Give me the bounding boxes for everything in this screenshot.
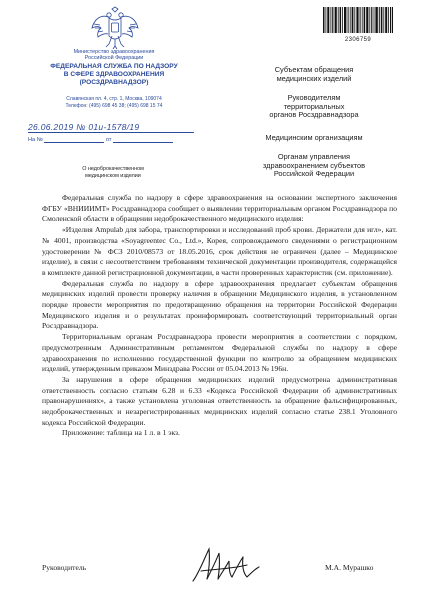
signer-position: Руководитель	[42, 563, 87, 572]
body-paragraph-5: За нарушения в сфере обращения медицинских изделий предусмотрена административная ответственность согласно статьям 6.28 и 6.33 «Кодекса Российской Федерации об административных правонарушениях», а также установлена уголовная ответственность за обращение фальсифицированных, недоброкачественных и незарегистрированных медицинских изделий согласно статье 238.1 Уголовного кодекса Российской Федерации.	[42, 374, 397, 427]
state-emblem-icon	[90, 6, 140, 50]
addressee-1-line-2: медицинских изделий	[276, 73, 352, 83]
addressee-block-3	[244, 134, 384, 143]
subject-line-2: медицинском изделии	[85, 172, 141, 179]
body-paragraph-1: Федеральная служба по надзору в сфере здравоохранения на основании экспертного заключения ФГБУ «ВНИИИМТ» Росздравнадзора сообщает о выявлении территориальным органом Росздравнадзора по Смоленской области в обращении недоброкачественного медицинского изделия:	[42, 193, 397, 224]
addressee-4-line-2: здравоохранением субъектов	[262, 160, 366, 170]
addressee-block-2	[244, 94, 384, 120]
ref-number-blank	[44, 142, 104, 143]
attachment-note: Приложение: таблица на 1 л. в 1 экз.	[62, 428, 180, 438]
ministry-name	[18, 49, 210, 62]
registration-line	[28, 132, 194, 133]
letter-subject	[48, 166, 178, 180]
ministry-line-2: Российской Федерации	[84, 55, 144, 62]
addressee-2-line-1: Руководителям	[287, 93, 341, 102]
service-name	[18, 63, 210, 87]
barcode-icon	[323, 7, 393, 33]
ref-prefix: На №	[28, 137, 43, 143]
address-line-1: Славянская пл. 4, стр. 1, Москва, 109074	[66, 96, 162, 102]
service-line-1: ФЕДЕРАЛЬНАЯ СЛУЖБА ПО НАДЗОРУ	[50, 63, 178, 70]
sender-address	[18, 96, 210, 109]
addressee-4-line-1: Органам управления	[277, 152, 351, 161]
body-paragraph-3: Федеральная служба по надзору в сфере здравоохранения предлагает субъектам обращения медицинских изделий провести проверку наличия в обращении Медицинского изделия, в установленном порядке провести мероприятия по предотвращению обращения на территории Российской Федерации Медицинского изделия и о результатах проинформировать соответствующий территориальный орган Росздравнадзора.	[42, 278, 397, 331]
addressee-4-line-3: Российской Федерации	[273, 169, 355, 179]
addressee-1-line-1: Субъектам обращения	[274, 65, 354, 74]
date-and-outgoing-number: 26.06.2019 № 01и-1578/19	[28, 122, 140, 132]
ref-from: от	[105, 137, 112, 143]
addressee-block-1	[244, 66, 384, 83]
letter-body	[42, 193, 397, 439]
address-line-2: Телефон: (495) 698 45 38; (495) 698 15 74	[65, 102, 163, 109]
ref-date-blank	[113, 142, 173, 143]
service-line-2: В СФЕРЕ ЗДРАВООХРАНЕНИЯ	[63, 71, 165, 78]
signer-name: М.А. Мурашко	[325, 563, 374, 572]
addressee-block-4	[244, 153, 384, 179]
subject-line-1: О недоброкачественном	[82, 166, 144, 172]
handwritten-signature-icon	[185, 543, 265, 588]
reference-line	[28, 137, 173, 143]
body-paragraph-4: Территориальным органам Росздравнадзора провести мероприятия в соответствии с порядком, предусмотренным Административным регламентом Федеральной службы по надзору в сфере здравоохранения по исполнению государственной функции по контролю за обращением медицинских изделий, утвержденным приказом Минздрава России от 05.04.2013 № 196н.	[42, 332, 397, 374]
addressee-2-line-3: органов Росздравнадзора	[269, 110, 359, 120]
service-line-3: (РОСЗДРАВНАДЗОР)	[79, 79, 149, 86]
barcode-number: 2306759	[344, 37, 372, 43]
body-paragraph-2: «Изделия Ampulab для забора, транспортировки и исследований проб крови. Держатели для игл», кат. № 4001, производства «Soyagreentec Co., Ltd.», Корея, сопровождаемого сведениями о регистрационном удостоверении № ФСЗ 2010/08573 от 18.05.2016, срок действия не ограничен (далее – Медицинское изделие), в связи с несоответствием требованиям технической документации производителя, содержащейся в комплекте данной регистрационной документации, в части проверенных характеристик (см. приложение).	[42, 225, 397, 277]
addressee-3-line-1: Медицинским организациям	[265, 133, 363, 142]
ministry-line-1: Министерство здравоохранения	[73, 49, 155, 55]
addressee-2-line-2: территориальных	[283, 101, 345, 111]
